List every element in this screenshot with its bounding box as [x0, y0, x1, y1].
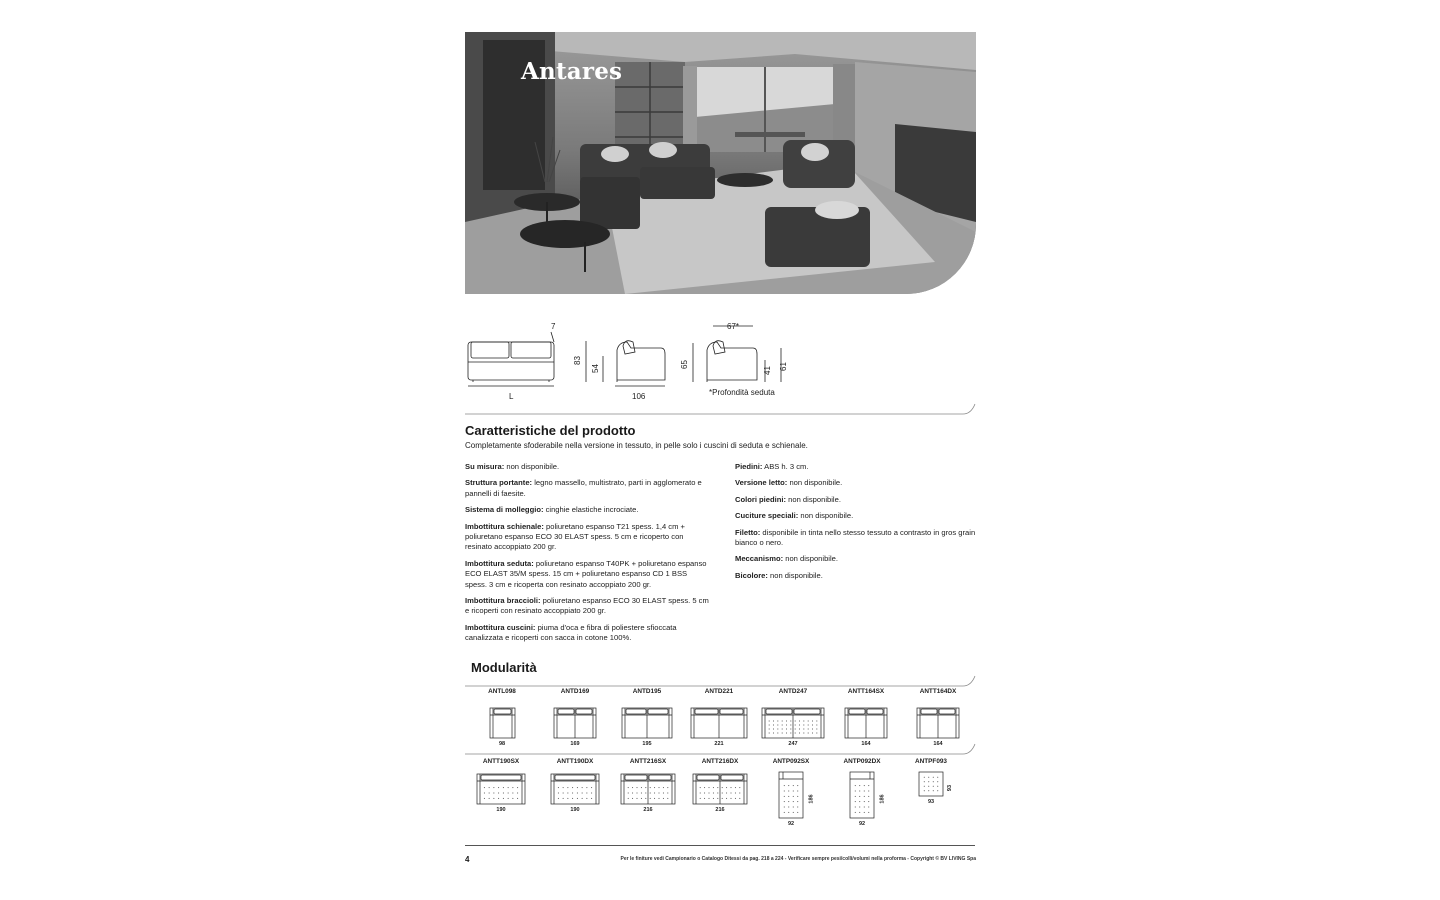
- dim-arm-height-2: 61: [778, 362, 788, 371]
- hero-photo: [465, 32, 976, 294]
- spec-label: Colori piedini:: [735, 494, 787, 504]
- spec-item: [465, 596, 710, 617]
- module-code: ANTT164SX: [847, 688, 885, 695]
- spec-item: [465, 462, 710, 472]
- spec-label: Cuciture speciali:: [735, 511, 799, 521]
- spec-label: Sistema di molleggio:: [465, 505, 544, 515]
- spec-text: legno massello, multistrato, parti in agglomerato e pannelli di faesite.: [465, 478, 702, 498]
- spec-text: poliuretano espanso T21 spess. 1,4 cm + poliuretano espanso ECO 30 ELAST spess. 5 cm e ricoperto con resinato accoppiato 200 gr.: [465, 521, 685, 552]
- spec-label: Imbottitura seduta:: [465, 558, 534, 568]
- spec-label: Imbottitura schienale:: [465, 521, 544, 531]
- module-width: 221: [714, 741, 724, 747]
- module-drawing: [849, 771, 875, 819]
- module-depth: 186: [808, 794, 815, 804]
- module-code: ANTT216SX: [629, 758, 667, 765]
- spec-text: cinghie elastiche incrociate.: [543, 505, 639, 515]
- module-antd169: [547, 688, 603, 747]
- dim-height: 83: [572, 356, 582, 365]
- module-drawing: [916, 707, 960, 739]
- module-code: ANTD169: [560, 688, 590, 695]
- module-width: 190: [496, 807, 506, 813]
- dim-seat-depth: 67*: [727, 322, 740, 331]
- dim-front-top: 7: [551, 322, 556, 331]
- module-width: 195: [642, 741, 652, 747]
- spec-text: non disponibile.: [783, 554, 839, 564]
- spec-text: non disponibile.: [798, 511, 854, 521]
- module-width: 216: [715, 807, 725, 813]
- module-drawing: [489, 707, 516, 739]
- spec-label: Meccanismo:: [735, 554, 784, 564]
- spec-label: Struttura portante:: [465, 478, 533, 488]
- module-drawing: [692, 773, 748, 805]
- module-code: ANTD195: [632, 688, 662, 695]
- spec-text: piuma d'oca e fibra di poliestere sfioccata canalizzata e ricoperti con sacca in cotone 100%.: [465, 622, 677, 643]
- spec-item: [465, 559, 710, 590]
- module-antt216dx: [687, 758, 753, 813]
- module-drawing: [553, 707, 597, 739]
- spec-item: [465, 478, 710, 499]
- spec-text: disponibile in tinta nello stesso tessuto a contrasto in gros grain bianco o nero.: [735, 527, 976, 548]
- module-drawing: [476, 773, 526, 805]
- footer-rule: [465, 845, 975, 846]
- module-code: ANTPF093: [915, 758, 947, 765]
- spec-label: Versione letto:: [735, 478, 788, 488]
- module-code: ANTP092DX: [843, 758, 881, 765]
- features-intro: Completamente sfoderabile nella versione in tessuto, in pelle solo i cuscini di seduta e schienale.: [465, 441, 808, 450]
- module-width: 247: [788, 741, 798, 747]
- dim-back-height: 65: [679, 360, 689, 369]
- spec-label: Su misura:: [465, 462, 505, 471]
- spec-item: [735, 571, 976, 581]
- modularity-heading: Modularità: [471, 660, 537, 675]
- module-drawing: [620, 773, 676, 805]
- dim-side-depth: 106: [632, 392, 646, 401]
- module-width: 164: [933, 741, 943, 747]
- module-drawing: [761, 707, 825, 739]
- module-antt164dx: [910, 688, 966, 747]
- spec-text: poliuretano espanso T40PK + poliuretano espanso ECO ELAST 35/M spess. 15 cm + poliuretano espanso CD 1 BSS spess. 3 cm e ricoperta con resinato accoppiato 200 gr.: [465, 558, 707, 589]
- spec-text: non disponibile.: [767, 570, 823, 580]
- modularity-divider: [465, 672, 976, 688]
- module-antt164sx: [837, 688, 895, 747]
- spec-text: non disponibile.: [504, 462, 560, 471]
- spec-label: Imbottitura braccioli:: [465, 596, 541, 606]
- spec-item: [465, 522, 710, 553]
- spec-text: poliuretano espanso ECO 30 ELAST spess. 5 cm e ricoperti con resinato accoppiato 200 gr.: [465, 596, 709, 616]
- module-drawing: [844, 707, 888, 739]
- module-code: ANTP092SX: [772, 758, 810, 765]
- specs-left-column: [465, 462, 710, 650]
- module-antp092sx: [771, 758, 815, 827]
- module-antt190sx: [471, 758, 531, 813]
- dim-note: *Profondità seduta: [709, 388, 775, 397]
- module-depth: 186: [879, 794, 886, 804]
- spec-item: [735, 478, 976, 488]
- module-width: 98: [498, 741, 506, 747]
- module-drawing: [690, 707, 748, 739]
- dimension-drawings: [465, 318, 976, 408]
- module-code: ANTL098: [488, 688, 516, 695]
- module-drawing: [621, 707, 673, 739]
- module-drawing: [550, 773, 600, 805]
- module-code: ANTT190SX: [482, 758, 520, 765]
- module-code: ANTT216DX: [701, 758, 739, 765]
- page-number: 4: [465, 855, 470, 864]
- dim-front-width: L: [509, 392, 514, 401]
- module-width: 169: [570, 741, 580, 747]
- dim-arm-height: 54: [590, 364, 600, 373]
- spec-text: non disponibile.: [786, 494, 841, 504]
- module-drawing: [918, 771, 944, 797]
- specs-right-column: [735, 462, 976, 587]
- module-width: 190: [570, 807, 580, 813]
- catalog-page: [465, 32, 976, 872]
- spec-text: ABS h. 3 cm.: [762, 462, 809, 471]
- module-antt216sx: [615, 758, 681, 813]
- module-antd195: [617, 688, 677, 747]
- spec-text: non disponibile.: [787, 478, 843, 488]
- module-antp092dx: [842, 758, 886, 827]
- modularity-row-divider: [465, 740, 976, 756]
- module-code: ANTD247: [778, 688, 808, 695]
- spec-item: [735, 528, 976, 549]
- module-antd221: [687, 688, 751, 747]
- spec-item: [735, 554, 976, 564]
- spec-item: [465, 505, 710, 515]
- module-antt190dx: [545, 758, 605, 813]
- spec-label: Bicolore:: [735, 570, 768, 580]
- module-code: ANTT164DX: [919, 688, 957, 695]
- dim-seat-height: 41: [762, 366, 772, 375]
- module-drawing: [778, 771, 804, 819]
- spec-item: [465, 623, 710, 644]
- footer-note: Per le finiture vedi Campionario o Catalogo Ditessi da pag. 218 a 224 - Verificare sempre pesi/colli/volumi nella proforma - Copyright © BV LIVING Spa: [620, 856, 976, 862]
- module-depth: 93: [947, 784, 954, 792]
- spec-item: [735, 462, 976, 472]
- spec-label: Filetto:: [735, 527, 761, 537]
- module-width: 92: [787, 821, 795, 827]
- module-width: 93: [927, 799, 935, 805]
- modularity-row-2: [465, 758, 976, 844]
- spec-label: Imbottitura cuscini:: [465, 622, 536, 632]
- module-code: ANTT190DX: [556, 758, 594, 765]
- module-width: 216: [643, 807, 653, 813]
- product-title: Antares: [521, 58, 623, 85]
- module-antl098: [479, 688, 525, 747]
- module-code: ANTD221: [704, 688, 734, 695]
- module-antpf093: [913, 758, 954, 805]
- module-antd247: [758, 688, 828, 747]
- spec-item: [735, 495, 976, 505]
- module-width: 92: [858, 821, 866, 827]
- spec-item: [735, 511, 976, 521]
- features-heading: Caratteristiche del prodotto: [465, 423, 636, 438]
- spec-label: Piedini:: [735, 462, 763, 471]
- module-width: 164: [861, 741, 871, 747]
- section-divider: [465, 402, 976, 416]
